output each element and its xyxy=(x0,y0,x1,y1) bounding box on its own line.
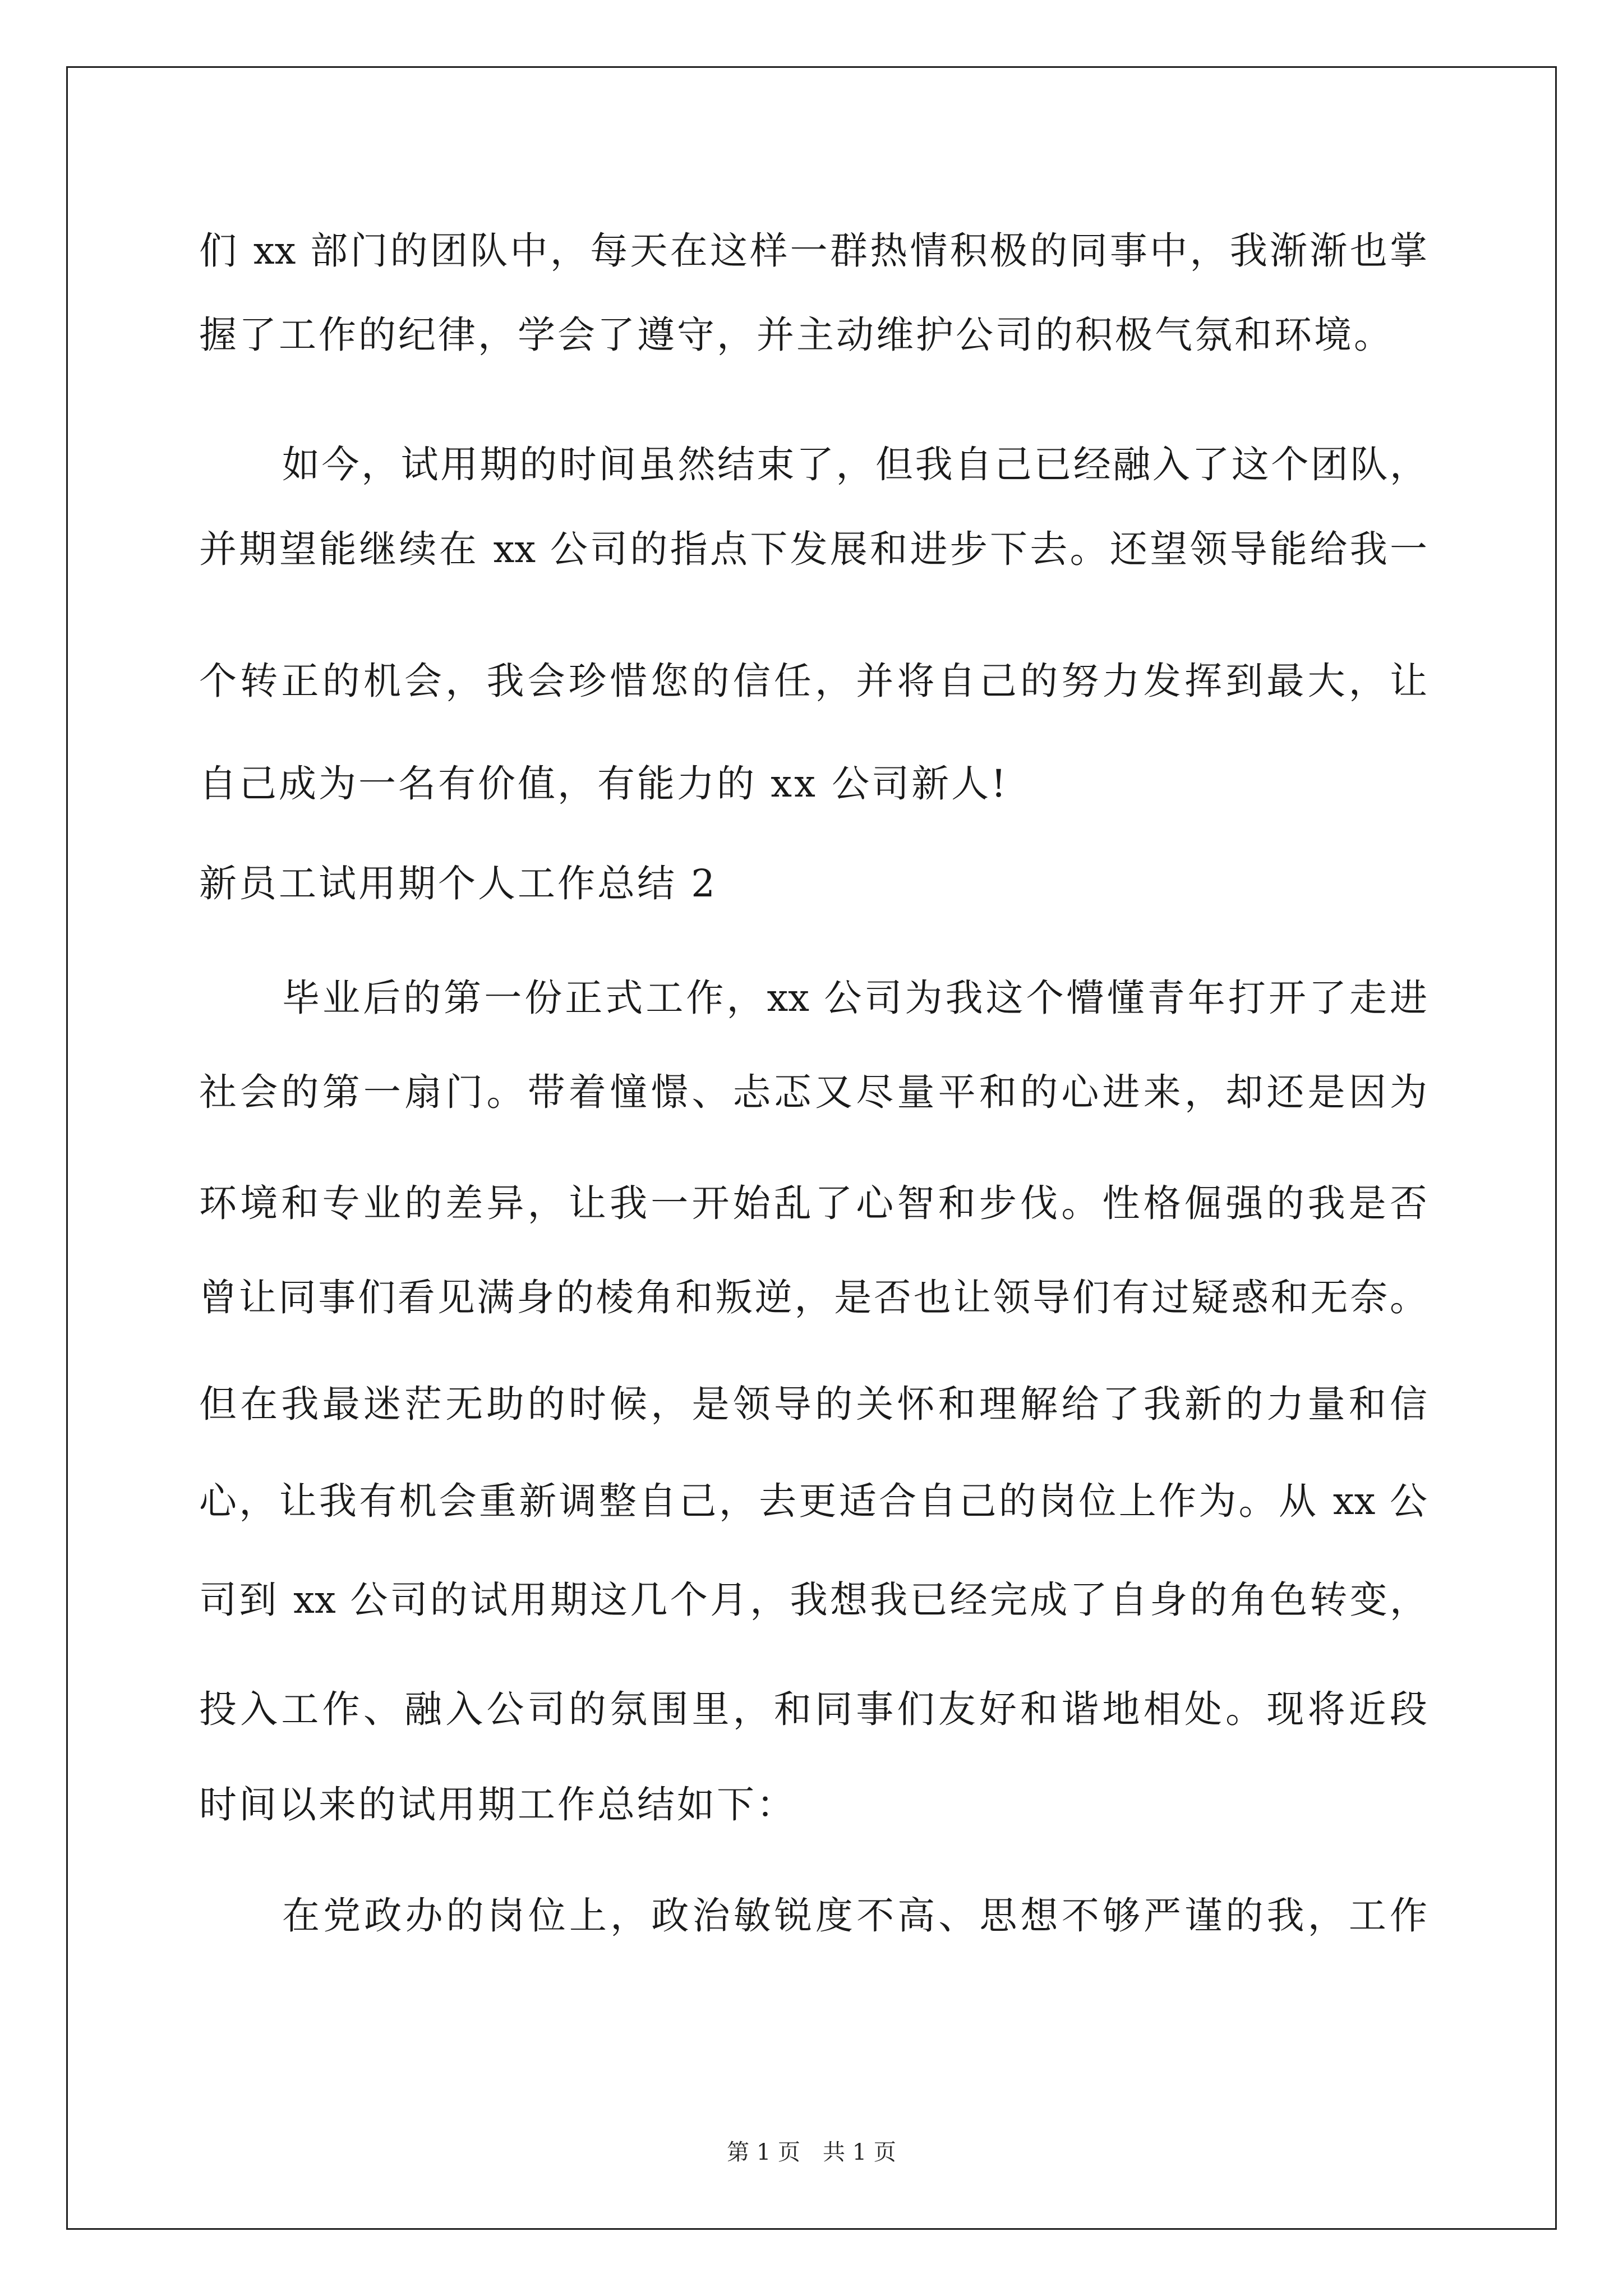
paragraph-first-line: 毕业后的第一份正式工作，xx 公司为我这个懵懂青年打开了走进 xyxy=(282,976,1427,1020)
text-line: 并期望能继续在 xx 公司的指点下发展和进步下去。还望领导能给我一 xyxy=(199,527,1427,571)
text-line: 握了工作的纪律，学会了遵守，并主动维护公司的积极气氛和环境。 xyxy=(199,313,1394,357)
text-line: 司到 xx 公司的试用期这几个月，我想我已经完成了自身的角色转变， xyxy=(199,1578,1427,1622)
text-line: 自己成为一名有价值，有能力的 xx 公司新人! xyxy=(199,762,1009,806)
text-line: 们 xx 部门的团队中，每天在这样一群热情积极的同事中，我渐渐也掌 xyxy=(199,229,1427,273)
text-line: 投入工作、融入公司的氛围里，和同事们友好和谐地相处。现将近段 xyxy=(199,1687,1427,1731)
text-line: 曾让同事们看见满身的棱角和叛逆，是否也让领导们有过疑惑和无奈。 xyxy=(199,1276,1427,1319)
text-line: 个转正的机会，我会珍惜您的信任，并将自己的努力发挥到最大，让 xyxy=(199,659,1427,703)
paragraph-first-line: 如今，试用期的时间虽然结束了，但我自己已经融入了这个团队， xyxy=(282,443,1427,486)
page-footer: 第 1 页 共 1 页 xyxy=(727,2139,896,2165)
text-line: 环境和专业的差异，让我一开始乱了心智和步伐。性格倔强的我是否 xyxy=(199,1181,1427,1225)
section-heading: 新员工试用期个人工作总结 2 xyxy=(199,862,717,905)
text-line: 时间以来的试用期工作总结如下： xyxy=(199,1783,796,1826)
text-line: 但在我最迷茫无助的时候，是领导的关怀和理解给了我新的力量和信 xyxy=(199,1382,1427,1426)
text-line: 心，让我有机会重新调整自己，去更适合自己的岗位上作为。从 xx 公 xyxy=(199,1479,1427,1523)
text-line: 社会的第一扇门。带着憧憬、忐忑又尽量平和的心进来，却还是因为 xyxy=(199,1070,1427,1114)
paragraph-first-line: 在党政办的岗位上，政治敏锐度不高、思想不够严谨的我，工作 xyxy=(282,1894,1427,1938)
